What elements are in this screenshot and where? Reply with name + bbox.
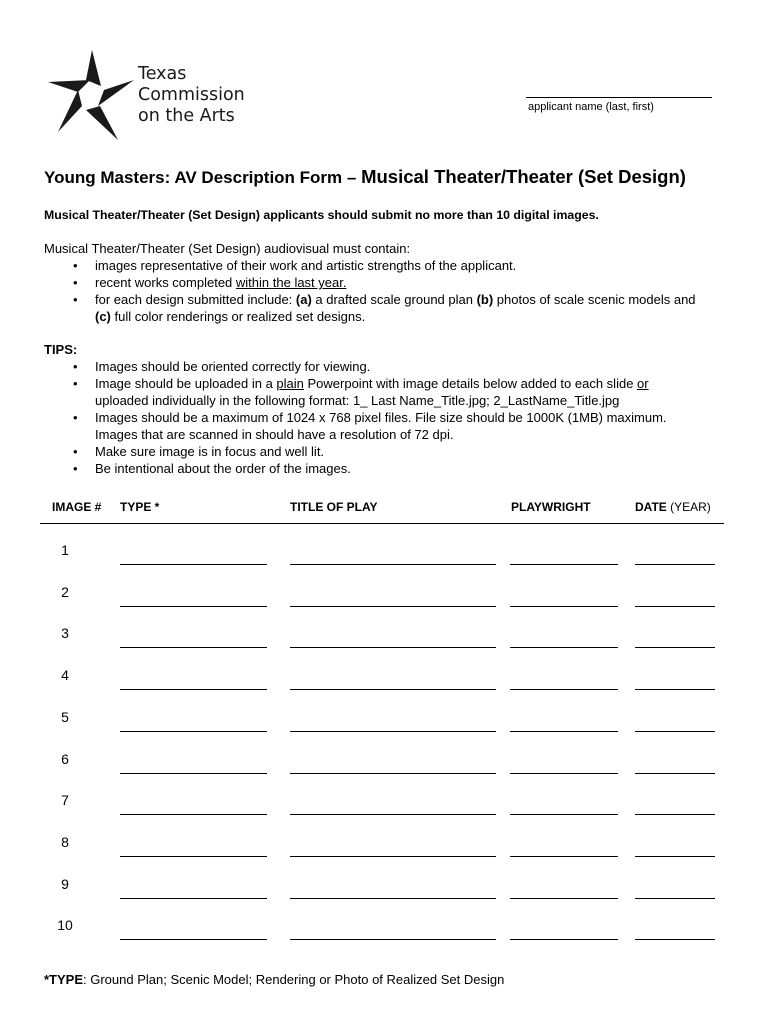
image-number: 1	[61, 542, 69, 558]
col-playwright: PLAYWRIGHT	[511, 500, 591, 514]
logo-line-2: Commission	[138, 85, 245, 105]
type-blank[interactable]	[120, 564, 267, 565]
list-item	[44, 274, 744, 291]
title-blank[interactable]	[290, 856, 496, 857]
form-title-part2: Musical Theater/Theater (Set Design)	[361, 166, 686, 187]
tip-text: Images should be oriented correctly for viewing.	[95, 359, 371, 374]
title-blank[interactable]	[290, 773, 496, 774]
date-blank[interactable]	[635, 814, 715, 815]
footnote-label: *TYPE	[44, 972, 84, 987]
tip-text: Image should be uploaded in a	[95, 376, 277, 391]
submission-limit-note: Musical Theater/Theater (Set Design) applicants should submit no more than 10 digital images.	[44, 208, 599, 222]
playwright-blank[interactable]	[510, 647, 618, 648]
logo-line-3: on the Arts	[138, 106, 235, 126]
type-blank[interactable]	[120, 647, 267, 648]
requirement-bold: (b)	[476, 292, 494, 307]
list-item	[44, 460, 744, 477]
title-blank[interactable]	[290, 731, 496, 732]
requirement-bold: (a)	[295, 292, 312, 307]
tip-text: Be intentional about the order of the images.	[95, 461, 351, 476]
playwright-blank[interactable]	[510, 564, 618, 565]
date-blank[interactable]	[635, 856, 715, 857]
list-item	[44, 358, 744, 375]
table-row	[0, 625, 770, 655]
tip-underlined: or	[637, 376, 649, 391]
table-row	[0, 542, 770, 572]
requirement-text: images representative of their work and artistic strengths of the applicant.	[95, 258, 517, 273]
requirements-section	[44, 240, 744, 325]
list-item	[44, 257, 744, 274]
playwright-blank[interactable]	[510, 731, 618, 732]
title-blank[interactable]	[290, 689, 496, 690]
list-item	[44, 375, 744, 409]
tip-text: Images that are scanned in should have a resolution of 72 dpi.	[95, 427, 454, 442]
date-blank[interactable]	[635, 606, 715, 607]
table-row	[0, 792, 770, 822]
requirement-underlined: within the last year.	[235, 275, 347, 290]
image-number: 5	[61, 708, 69, 725]
requirement-text: a drafted scale ground plan	[311, 292, 477, 307]
playwright-blank[interactable]	[510, 856, 618, 857]
requirement-bold: (c)	[95, 309, 111, 324]
col-date	[635, 500, 711, 514]
logo-line-1: Texas	[138, 64, 187, 84]
image-number: 2	[61, 583, 69, 600]
date-blank[interactable]	[635, 939, 715, 940]
playwright-blank[interactable]	[510, 939, 618, 940]
table-row	[0, 584, 770, 614]
table-row	[0, 751, 770, 781]
form-title	[44, 166, 686, 188]
image-number: 3	[61, 625, 69, 642]
requirement-text: photos of scale scenic models and	[493, 292, 696, 307]
col-date-label: DATE	[635, 500, 667, 514]
tip-text: uploaded individually in the following format: 1_ Last Name_Title.jpg; 2_LastName_Title.jpg	[95, 393, 620, 408]
requirement-text: for each design submitted include:	[95, 292, 296, 307]
image-number: 9	[61, 875, 69, 892]
tips-section	[44, 341, 744, 477]
col-title-of-play: TITLE OF PLAY	[290, 500, 378, 514]
table-header	[40, 500, 724, 524]
table-row	[0, 876, 770, 906]
image-number: 4	[61, 667, 69, 684]
applicant-name-field[interactable]	[526, 84, 712, 113]
requirement-text: full color renderings or realized set designs.	[110, 309, 366, 324]
type-blank[interactable]	[120, 773, 267, 774]
tca-logo	[46, 50, 266, 142]
date-blank[interactable]	[635, 564, 715, 565]
tip-underlined: plain	[276, 376, 304, 391]
list-item	[44, 409, 744, 443]
date-blank[interactable]	[635, 689, 715, 690]
star-icon	[46, 50, 138, 142]
date-blank[interactable]	[635, 731, 715, 732]
title-blank[interactable]	[290, 898, 496, 899]
table-row	[0, 667, 770, 697]
tip-text: Powerpoint with image details below added to each slide	[303, 376, 638, 391]
table-row	[0, 709, 770, 739]
date-blank[interactable]	[635, 898, 715, 899]
image-number: 10	[57, 917, 73, 934]
title-blank[interactable]	[290, 814, 496, 815]
tips-list	[44, 358, 744, 477]
playwright-blank[interactable]	[510, 606, 618, 607]
list-item	[44, 443, 744, 460]
playwright-blank[interactable]	[510, 898, 618, 899]
title-blank[interactable]	[290, 606, 496, 607]
col-date-suffix: (YEAR)	[666, 500, 711, 514]
tip-text: Images should be a maximum of 1024 x 768 pixel files. File size should be 1000K (1MB) maximum.	[95, 410, 667, 425]
type-blank[interactable]	[120, 898, 267, 899]
tips-label: TIPS:	[44, 342, 78, 357]
type-footnote	[44, 972, 504, 987]
image-number: 6	[61, 750, 69, 767]
type-blank[interactable]	[120, 689, 267, 690]
playwright-blank[interactable]	[510, 814, 618, 815]
footnote-text: : Ground Plan; Scenic Model; Rendering or Photo of Realized Set Design	[83, 972, 505, 987]
title-blank[interactable]	[290, 939, 496, 940]
tip-text: Make sure image is in focus and well lit.	[95, 444, 325, 459]
table-row	[0, 834, 770, 864]
date-blank[interactable]	[635, 647, 715, 648]
playwright-blank[interactable]	[510, 689, 618, 690]
type-blank[interactable]	[120, 939, 267, 940]
col-type: TYPE *	[120, 500, 160, 514]
table-row	[0, 917, 770, 947]
col-image-number: IMAGE #	[52, 500, 102, 514]
image-number: 7	[61, 792, 69, 809]
type-blank[interactable]	[120, 814, 267, 815]
requirements-lead: Musical Theater/Theater (Set Design) audiovisual must contain:	[44, 241, 411, 256]
form-title-part1: Young Masters: AV Description Form –	[44, 168, 362, 187]
image-number: 8	[61, 833, 69, 850]
type-blank[interactable]	[120, 606, 267, 607]
type-blank[interactable]	[120, 856, 267, 857]
requirement-text: recent works completed	[95, 275, 236, 290]
date-blank[interactable]	[635, 773, 715, 774]
title-blank[interactable]	[290, 564, 496, 565]
requirements-list	[44, 257, 744, 325]
applicant-name-caption: applicant name (last, first)	[528, 101, 654, 113]
applicant-name-line[interactable]	[526, 84, 712, 98]
type-blank[interactable]	[120, 731, 267, 732]
playwright-blank[interactable]	[510, 773, 618, 774]
list-item	[44, 291, 744, 325]
title-blank[interactable]	[290, 647, 496, 648]
logo-wordmark	[138, 64, 245, 127]
